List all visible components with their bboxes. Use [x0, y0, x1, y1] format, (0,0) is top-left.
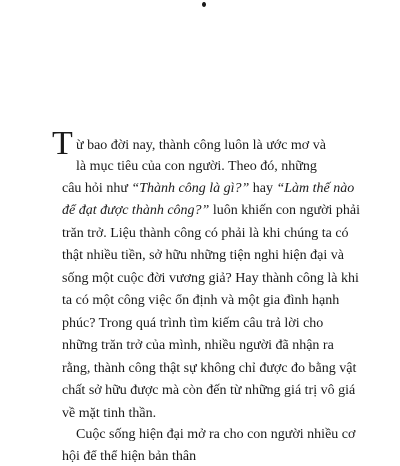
drop-cap: T — [52, 125, 73, 162]
text-line: rằng, thành công thật sự không chỉ được đo bằng vật — [62, 361, 357, 376]
text-line: phúc? Trong quá trình tìm kiếm câu trả lời cho — [62, 316, 324, 331]
text-line: trăn trở. Liệu thành công có phải là khi chúng ta có — [62, 226, 349, 241]
text-line: để đạt được thành công?” luôn khiến con người phải — [62, 203, 361, 218]
page-mark — [202, 2, 206, 7]
italic-question: để đạt được thành công?” — [62, 203, 210, 218]
text-line: hội để thể hiện bản thân — [62, 449, 197, 464]
text-line: về mặt tinh thần. — [62, 406, 157, 421]
text-line: sống một cuộc đời vương giả? Hay thành công là khi — [62, 271, 359, 286]
text-line: ừ bao đời nay, thành công luôn là ước mơ và — [76, 138, 326, 153]
italic-question: “Thành công là gì?” — [131, 181, 250, 196]
italic-question: “Làm thế nào — [276, 181, 355, 196]
text-line: là mục tiêu của con người. Theo đó, những — [76, 159, 317, 174]
text-line: câu hỏi như “Thành công là gì?” hay “Làm thế nào — [62, 181, 355, 196]
text-line: Cuộc sống hiện đại mở ra cho con người nhiều cơ — [76, 427, 356, 442]
text-line: ta có một công việc ổn định và một gia đình hạnh — [62, 293, 340, 308]
text-line: thật nhiều tiền, sở hữu những tiện nghi hiện đại và — [62, 248, 344, 263]
text-line: chất sở hữu được mà còn đến từ những giá trị vô giá — [62, 383, 356, 398]
text-line: những trăn trở của mình, nhiều người đã nhận ra — [62, 338, 334, 353]
